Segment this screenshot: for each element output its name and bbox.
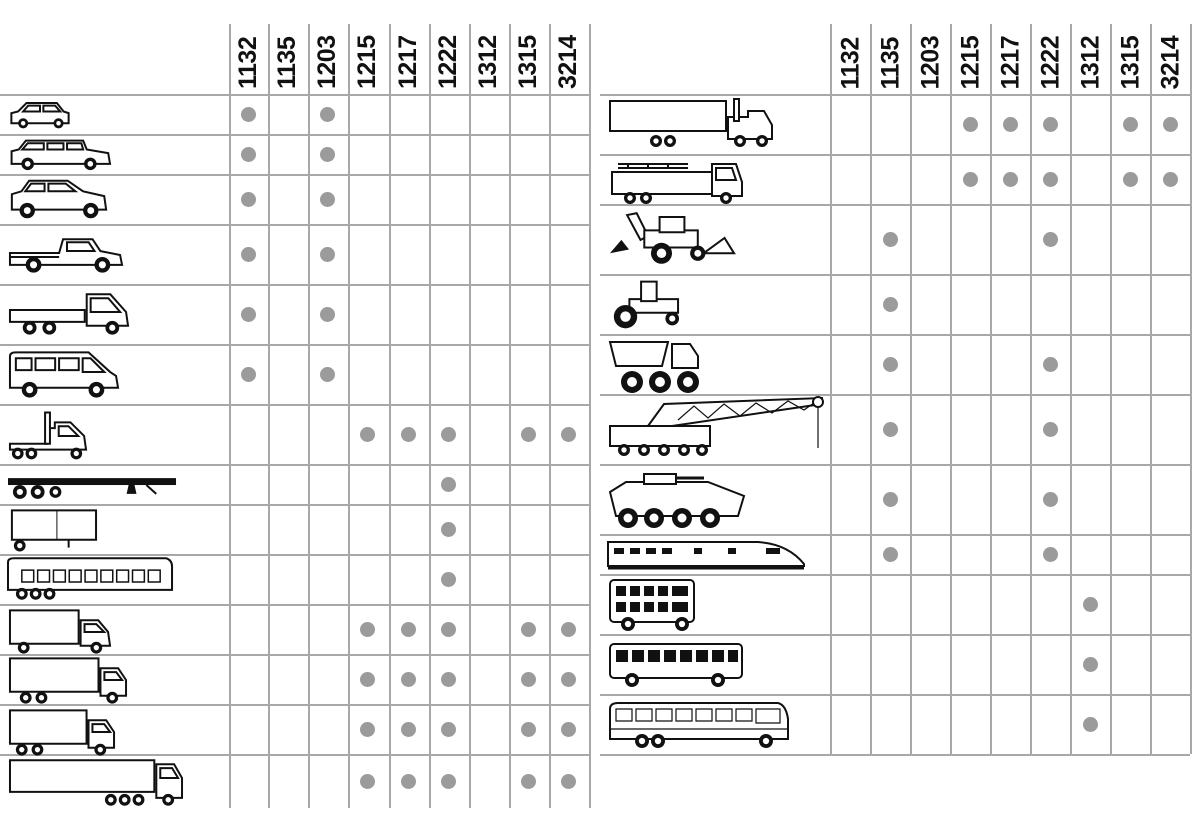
compatibility-dot-1217 bbox=[1003, 117, 1018, 132]
compatibility-dot-1215 bbox=[963, 117, 978, 132]
grid-row-line bbox=[0, 604, 589, 606]
compatibility-dot-1217 bbox=[401, 622, 416, 637]
grid-column-line bbox=[429, 24, 431, 808]
double-decker-bus-icon bbox=[608, 578, 696, 632]
compatibility-dot-1222 bbox=[1043, 357, 1058, 372]
grid-row-line bbox=[0, 344, 589, 346]
compatibility-dot-1222 bbox=[1043, 232, 1058, 247]
compatibility-dot-1315 bbox=[521, 622, 536, 637]
compatibility-dot-1315 bbox=[521, 672, 536, 687]
compatibility-dot-1312 bbox=[1083, 657, 1098, 672]
compatibility-dot-1315 bbox=[521, 427, 536, 442]
flatbed-truck-icon bbox=[8, 290, 130, 336]
compatibility-dot-1217 bbox=[401, 672, 416, 687]
grid-column-line bbox=[910, 24, 912, 754]
compatibility-dot-1203 bbox=[320, 247, 335, 262]
compatibility-dot-1315 bbox=[521, 722, 536, 737]
dump-truck-icon bbox=[608, 338, 700, 394]
column-header-1215: 1215 bbox=[353, 35, 381, 89]
compatibility-dot-1217 bbox=[401, 722, 416, 737]
compatibility-dot-3214 bbox=[1163, 172, 1178, 187]
compatibility-dot-1135 bbox=[883, 422, 898, 437]
compatibility-dot-1222 bbox=[1043, 492, 1058, 507]
compatibility-dot-1222 bbox=[441, 722, 456, 737]
grid-column-line bbox=[389, 24, 391, 808]
fire-engine-icon bbox=[608, 158, 746, 204]
compatibility-dot-3214 bbox=[561, 722, 576, 737]
compatibility-dot-1222 bbox=[441, 622, 456, 637]
grid-row-line bbox=[600, 464, 1190, 466]
compatibility-dot-1217 bbox=[401, 774, 416, 789]
compatibility-dot-1203 bbox=[320, 147, 335, 162]
compatibility-dot-1312 bbox=[1083, 717, 1098, 732]
flatbed-trailer-icon bbox=[8, 474, 178, 500]
compatibility-dot-1222 bbox=[441, 672, 456, 687]
grid-row-line bbox=[0, 134, 589, 136]
suv-icon bbox=[8, 178, 110, 220]
grid-row-line bbox=[0, 224, 589, 226]
compatibility-dot-1132 bbox=[241, 367, 256, 382]
compatibility-dot-1222 bbox=[441, 477, 456, 492]
compatibility-dot-1135 bbox=[883, 297, 898, 312]
compatibility-dot-1135 bbox=[883, 492, 898, 507]
grid-column-line bbox=[870, 24, 872, 754]
column-header-1217: 1217 bbox=[394, 35, 422, 89]
compatibility-dot-1222 bbox=[441, 572, 456, 587]
compatibility-dot-1215 bbox=[360, 722, 375, 737]
grid-row-line bbox=[600, 154, 1190, 156]
compatibility-dot-1315 bbox=[1123, 172, 1138, 187]
compatibility-dot-1215 bbox=[963, 172, 978, 187]
grid-column-line bbox=[509, 24, 511, 808]
grid-row-line bbox=[0, 174, 589, 176]
grid-row-line bbox=[600, 94, 1190, 96]
grid-row-line bbox=[600, 534, 1190, 536]
grid-column-line bbox=[1070, 24, 1072, 754]
compatibility-dot-1222 bbox=[441, 774, 456, 789]
grid-column-line bbox=[549, 24, 551, 808]
tipper-semi-truck-icon bbox=[608, 98, 774, 148]
grid-column-line bbox=[469, 24, 471, 808]
box-truck-small-icon bbox=[8, 608, 112, 654]
column-header-1217: 1217 bbox=[996, 35, 1024, 89]
compatibility-dot-1203 bbox=[320, 367, 335, 382]
grid-column-line bbox=[229, 24, 231, 808]
compatibility-dot-1222 bbox=[1043, 422, 1058, 437]
column-header-1135: 1135 bbox=[876, 36, 904, 89]
compatibility-dot-3214 bbox=[561, 672, 576, 687]
box-trailer-icon bbox=[8, 508, 98, 552]
grid-row-line bbox=[0, 504, 589, 506]
high-speed-train-icon bbox=[608, 538, 806, 570]
column-header-1222: 1222 bbox=[434, 35, 462, 89]
column-header-1135: 1135 bbox=[273, 36, 301, 89]
farm-tractor-icon bbox=[608, 276, 680, 332]
articulated-lorry-icon bbox=[8, 758, 184, 806]
compatibility-dot-1215 bbox=[360, 427, 375, 442]
compatibility-dot-1222 bbox=[1043, 172, 1058, 187]
column-header-1222: 1222 bbox=[1036, 35, 1064, 89]
box-truck-large-icon bbox=[8, 708, 116, 756]
grid-column-line bbox=[830, 24, 832, 754]
column-header-1203: 1203 bbox=[916, 35, 944, 89]
grid-row-line bbox=[0, 404, 589, 406]
compatibility-dot-1132 bbox=[241, 307, 256, 322]
grid-row-line bbox=[600, 274, 1190, 276]
column-header-1312: 1312 bbox=[474, 35, 502, 89]
compatibility-dot-1312 bbox=[1083, 597, 1098, 612]
grid-column-line bbox=[268, 24, 270, 808]
grid-column-line bbox=[1110, 24, 1112, 754]
coach-bus-icon bbox=[608, 698, 790, 750]
station-wagon-icon bbox=[8, 137, 122, 171]
compatibility-dot-1135 bbox=[883, 232, 898, 247]
city-bus-icon bbox=[608, 640, 744, 688]
grid-column-line bbox=[1150, 24, 1152, 754]
compatibility-dot-1132 bbox=[241, 107, 256, 122]
compatibility-dot-3214 bbox=[561, 774, 576, 789]
grid-column-line bbox=[950, 24, 952, 754]
compatibility-dot-1222 bbox=[441, 522, 456, 537]
compatibility-dot-1203 bbox=[320, 307, 335, 322]
compatibility-dot-1215 bbox=[360, 672, 375, 687]
compatibility-dot-1132 bbox=[241, 192, 256, 207]
grid-column-line bbox=[1190, 24, 1192, 754]
compatibility-dot-1203 bbox=[320, 107, 335, 122]
compatibility-dot-3214 bbox=[561, 427, 576, 442]
column-header-3214: 3214 bbox=[554, 35, 582, 89]
compatibility-dot-1215 bbox=[360, 774, 375, 789]
grid-column-line bbox=[1030, 24, 1032, 754]
compatibility-dot-3214 bbox=[1163, 117, 1178, 132]
grid-column-line bbox=[589, 24, 591, 808]
grid-row-line bbox=[0, 704, 589, 706]
grid-row-line bbox=[0, 284, 589, 286]
mobile-crane-icon bbox=[608, 398, 830, 456]
compatibility-dot-3214 bbox=[561, 622, 576, 637]
compatibility-dot-1217 bbox=[1003, 172, 1018, 187]
semi-tractor-icon bbox=[8, 410, 88, 460]
column-header-1315: 1315 bbox=[1116, 35, 1144, 89]
grid-row-line bbox=[0, 464, 589, 466]
grid-row-line bbox=[600, 574, 1190, 576]
compatibility-dot-1222 bbox=[441, 427, 456, 442]
grid-row-line bbox=[600, 204, 1190, 206]
column-header-1315: 1315 bbox=[514, 35, 542, 89]
compatibility-dot-1135 bbox=[883, 547, 898, 562]
livestock-trailer-icon bbox=[8, 556, 174, 600]
column-header-1132: 1132 bbox=[234, 36, 262, 89]
compatibility-dot-1132 bbox=[241, 247, 256, 262]
column-header-1312: 1312 bbox=[1076, 35, 1104, 89]
grid-column-line bbox=[990, 24, 992, 754]
grid-row-line bbox=[0, 94, 589, 96]
compatibility-dot-1132 bbox=[241, 147, 256, 162]
pickup-truck-icon bbox=[8, 232, 124, 276]
compatibility-dot-1222 bbox=[1043, 547, 1058, 562]
column-header-1132: 1132 bbox=[836, 36, 864, 89]
box-truck-medium-icon bbox=[8, 656, 128, 704]
compact-car-icon bbox=[8, 98, 80, 130]
armored-vehicle-icon bbox=[608, 472, 746, 528]
compatibility-dot-1222 bbox=[1043, 117, 1058, 132]
compatibility-dot-1203 bbox=[320, 192, 335, 207]
compatibility-dot-1215 bbox=[360, 622, 375, 637]
grid-column-line bbox=[348, 24, 350, 808]
compatibility-dot-1315 bbox=[521, 774, 536, 789]
backhoe-loader-icon bbox=[608, 208, 736, 268]
compatibility-dot-1315 bbox=[1123, 117, 1138, 132]
compatibility-dot-1135 bbox=[883, 357, 898, 372]
minibus-van-icon bbox=[8, 350, 120, 398]
grid-row-line bbox=[600, 334, 1190, 336]
grid-column-line bbox=[308, 24, 310, 808]
grid-row-line bbox=[600, 634, 1190, 636]
compatibility-dot-1217 bbox=[401, 427, 416, 442]
column-header-1215: 1215 bbox=[956, 35, 984, 89]
grid-row-line bbox=[600, 694, 1190, 696]
column-header-3214: 3214 bbox=[1156, 35, 1184, 89]
column-header-1203: 1203 bbox=[313, 35, 341, 89]
grid-row-line bbox=[600, 394, 1190, 396]
grid-row-line bbox=[600, 754, 1190, 756]
